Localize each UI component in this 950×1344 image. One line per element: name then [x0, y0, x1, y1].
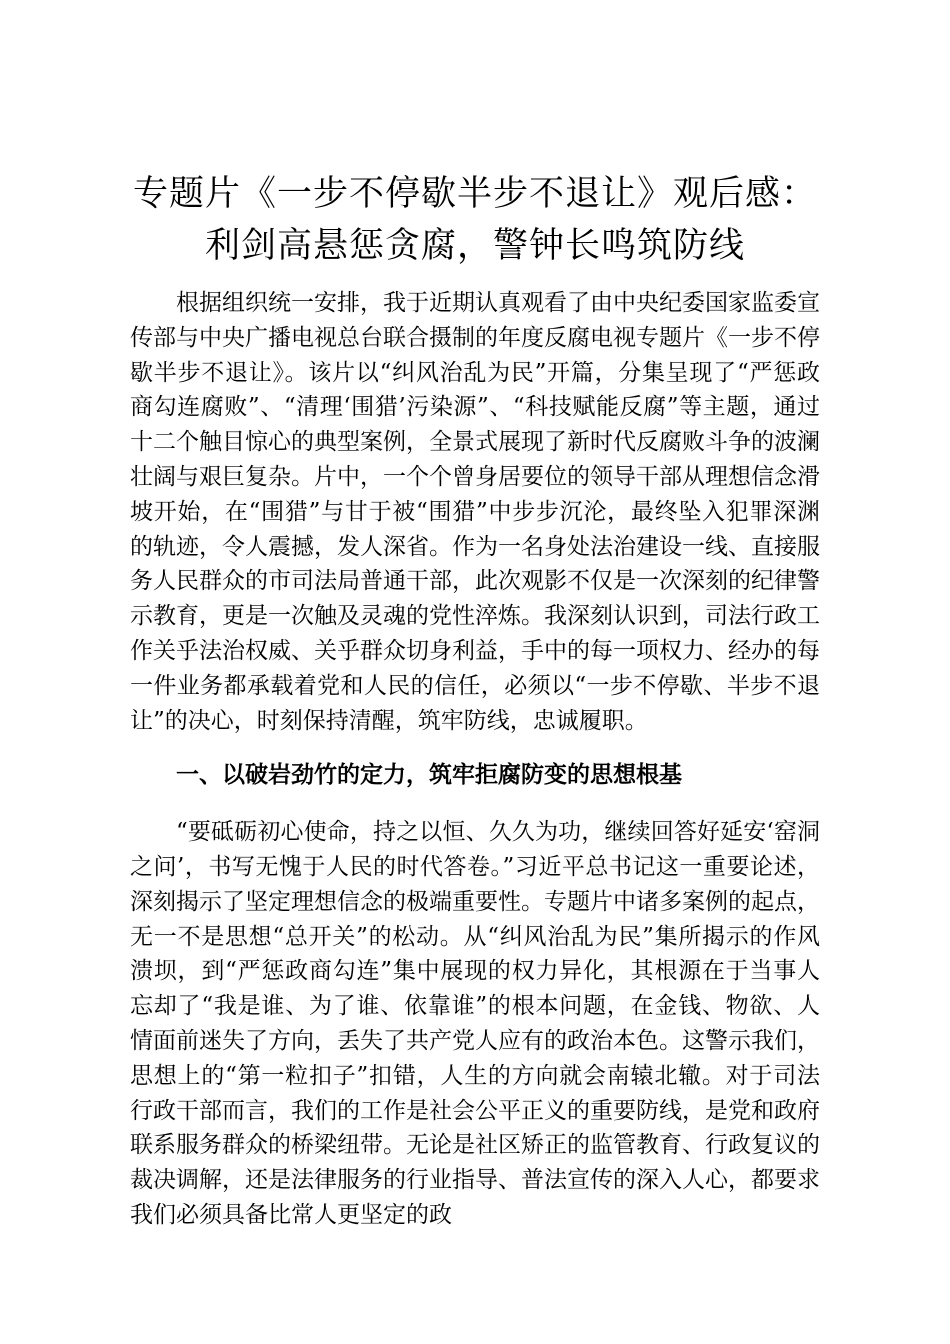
intro-paragraph: 根据组织统一安排，我于近期认真观看了由中央纪委国家监委宣传部与中央广播电视总台联合摄制的年度反腐电视专题片《一步不停歇半步不退让》。该片以“纠风治乱为民”开篇，分集呈现了“严惩政商勾连腐败”、“清理‘围猎’污染源”、“科技赋能反腐”等主题，通过十二个触目惊心的典型案例，全景式展现了新时代反腐败斗争的波澜壮阔与艰巨复杂。片中，一个个曾身居要位的领导干部从理想信念滑坡开始，在“围猎”与甘于被“围猎”中步步沉沦，最终坠入犯罪深渊的轨迹，令人震撼，发人深省。作为一名身处法治建设一线、直接服务人民群众的市司法局普通干部，此次观影不仅是一次深刻的纪律警示教育，更是一次触及灵魂的党性淬炼。我深刻认识到，司法行政工作关乎法治权威、关乎群众切身利益，手中的每一项权力、经办的每一件业务都承载着党和人民的信任，必须以“一步不停歇、半步不退让”的决心，时刻保持清醒，筑牢防线，忠诚履职。 [130, 290, 820, 734]
document-page [130, 168, 820, 1233]
section-1-paragraph: “要砥砺初心使命，持之以恒、久久为功，继续回答好延安‘窑洞之问’，书写无愧于人民的时代答卷。”习近平总书记这一重要论述，深刻揭示了坚定理想信念的极端重要性。专题片中诸多案例的起点，无一不是思想“总开关”的松动。从“纠风治乱为民”集所揭示的作风溃坝，到“严惩政商勾连”集中展现的权力异化，其根源在于当事人忘却了“我是谁、为了谁、依靠谁”的根本问题，在金钱、物欲、人情面前迷失了方向，丢失了共产党人应有的政治本色。这警示我们，思想上的“第一粒扣子”扣错，人生的方向就会南辕北辙。对于司法行政干部而言，我们的工作是社会公平正义的重要防线，是党和政府联系服务群众的桥梁纽带。无论是社区矫正的监管教育、行政复议的裁决调解，还是法律服务的行业指导、普法宣传的深入人心，都要求我们必须具备比常人更坚定的政 [130, 819, 820, 1228]
section-heading-1: 一、以破岩劲竹的定力，筑牢拒腐防变的思想根基 [176, 761, 682, 789]
document-title: 专题片《一步不停歇半步不退让》观后感：利剑高悬惩贪腐，警钟长鸣筑防线 [132, 174, 817, 266]
